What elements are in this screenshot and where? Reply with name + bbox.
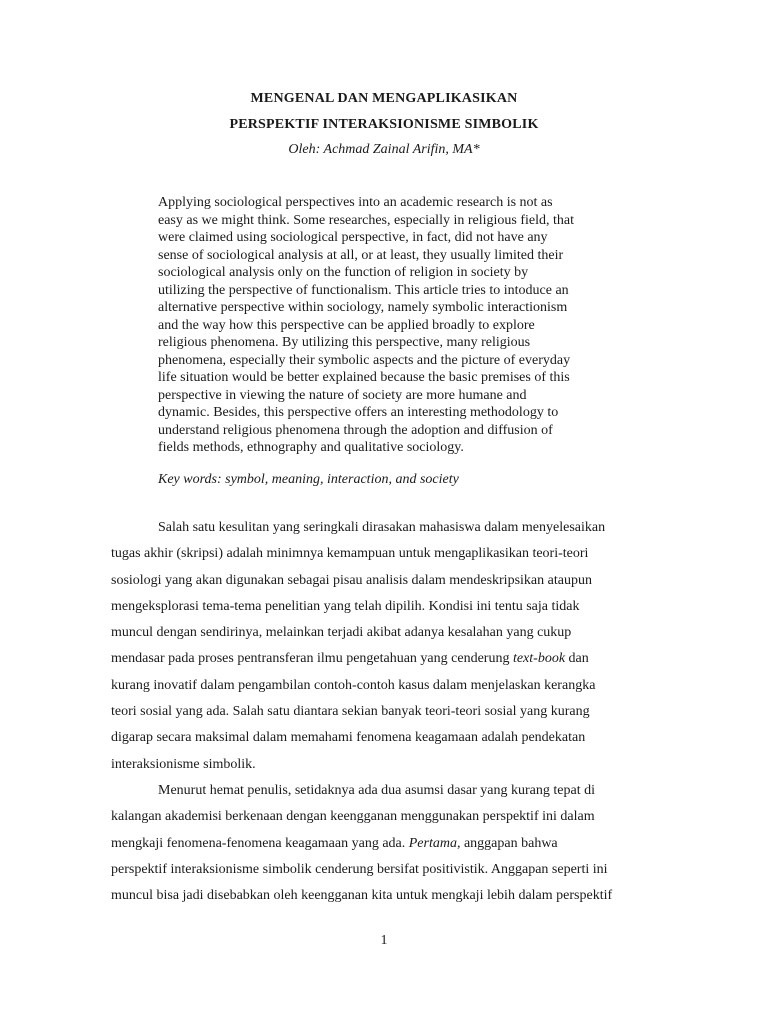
title-line-2: PERSPEKTIF INTERAKSIONISME SIMBOLIK (229, 117, 539, 132)
body-line: perspektif interaksionisme simbolik cenderung bersifat positivistik. Anggapan seperti ini (111, 861, 608, 877)
body-line (111, 646, 671, 672)
page-number: 1 (380, 933, 388, 948)
abstract-line: understand religious phenomena through the adoption and diffusion of (158, 422, 553, 438)
body-line: sosiologi yang akan digunakan sebagai pisau analisis dalam mendeskripsikan ataupun (111, 572, 592, 588)
body-line (111, 831, 671, 857)
abstract-line: were claimed using sociological perspective, in fact, did not have any (158, 230, 548, 245)
abstract-line: religious phenomena. By utilizing this perspective, many religious (158, 335, 531, 350)
abstract-line: easy as we might think. Some researches, especially in religious field, that (158, 212, 574, 228)
abstract-line: alternative perspective within sociology, namely symbolic interactionism (158, 300, 568, 315)
author-line: Oleh: Achmad Zainal Arifin, MA* (288, 142, 480, 157)
abstract-line: utilizing the perspective of functionalism. This article tries to intoduce an (158, 282, 569, 298)
title-line-1: MENGENAL DAN MENGAPLIKASIKAN (250, 91, 518, 106)
body-line: mengeksplorasi tema-tema penelitian yang telah dipilih. Kondisi ini tentu saja tidak (111, 598, 580, 614)
body-line: interaksionisme simbolik. (111, 756, 256, 772)
body-line: muncul dengan sendirinya, melainkan terjadi akibat adanya kesalahan yang cukup (111, 625, 572, 641)
body-line: kalangan akademisi berkenaan dengan keengganan menggunakan perspektif ini dalam (111, 809, 595, 825)
abstract-line: life situation would be better explained because the basic premises of this (158, 370, 570, 385)
body-line: teori sosial yang ada. Salah satu diantara sekian banyak teori-teori sosial yang kurang (111, 704, 590, 720)
abstract-line: fields methods, ethnography and qualitative sociology. (158, 440, 464, 455)
body-line: muncul bisa jadi disebabkan oleh keengganan kita untuk mengkaji lebih dalam perspektif (111, 888, 613, 904)
body-line: kurang inovatif dalam pengambilan contoh-contoh kasus dalam menjelaskan kerangka (111, 677, 596, 693)
abstract-line: sense of sociological analysis at all, or at least, they usually limited their (158, 247, 564, 263)
body-text-run: mendasar pada proses pentransferan ilmu pengetahuan yang cenderung (111, 651, 513, 667)
body-line: Menurut hemat penulis, setidaknya ada dua asumsi dasar yang kurang tepat di (158, 782, 595, 798)
abstract-line: Applying sociological perspectives into an academic research is not as (158, 195, 553, 210)
body-text (111, 515, 671, 909)
abstract-line: sociological analysis only on the function of religion in society by (158, 265, 529, 280)
body-line: Salah satu kesulitan yang seringkali dirasakan mahasiswa dalam menyelesaikan (158, 520, 606, 535)
emphasis-text-book: text-book (512, 651, 566, 667)
abstract-line: perspective in viewing the nature of society are more humane and (158, 387, 527, 403)
abstract-line: phenomena, especially their symbolic aspects and the picture of everyday (158, 352, 571, 368)
body-line: tugas akhir (skripsi) adalah minimnya kemampuan untuk mengaplikasikan teori-teori (111, 546, 589, 562)
body-text-run: mengkaji fenomena-fenomena keagamaan yang ada. (111, 835, 409, 851)
body-text-run: , anggapan bahwa (456, 835, 558, 851)
keywords: Key words: symbol, meaning, interaction, and society (158, 472, 459, 487)
emphasis-pertama: Pertama (408, 835, 457, 851)
abstract (158, 194, 598, 457)
body-text-run: dan (565, 651, 589, 667)
body-line: digarap secara maksimal dalam memahami fenomena keagamaan adalah pendekatan (111, 730, 586, 746)
abstract-line: and the way how this perspective can be applied broadly to explore (158, 317, 535, 333)
abstract-line: dynamic. Besides, this perspective offers an interesting methodology to (158, 405, 559, 420)
